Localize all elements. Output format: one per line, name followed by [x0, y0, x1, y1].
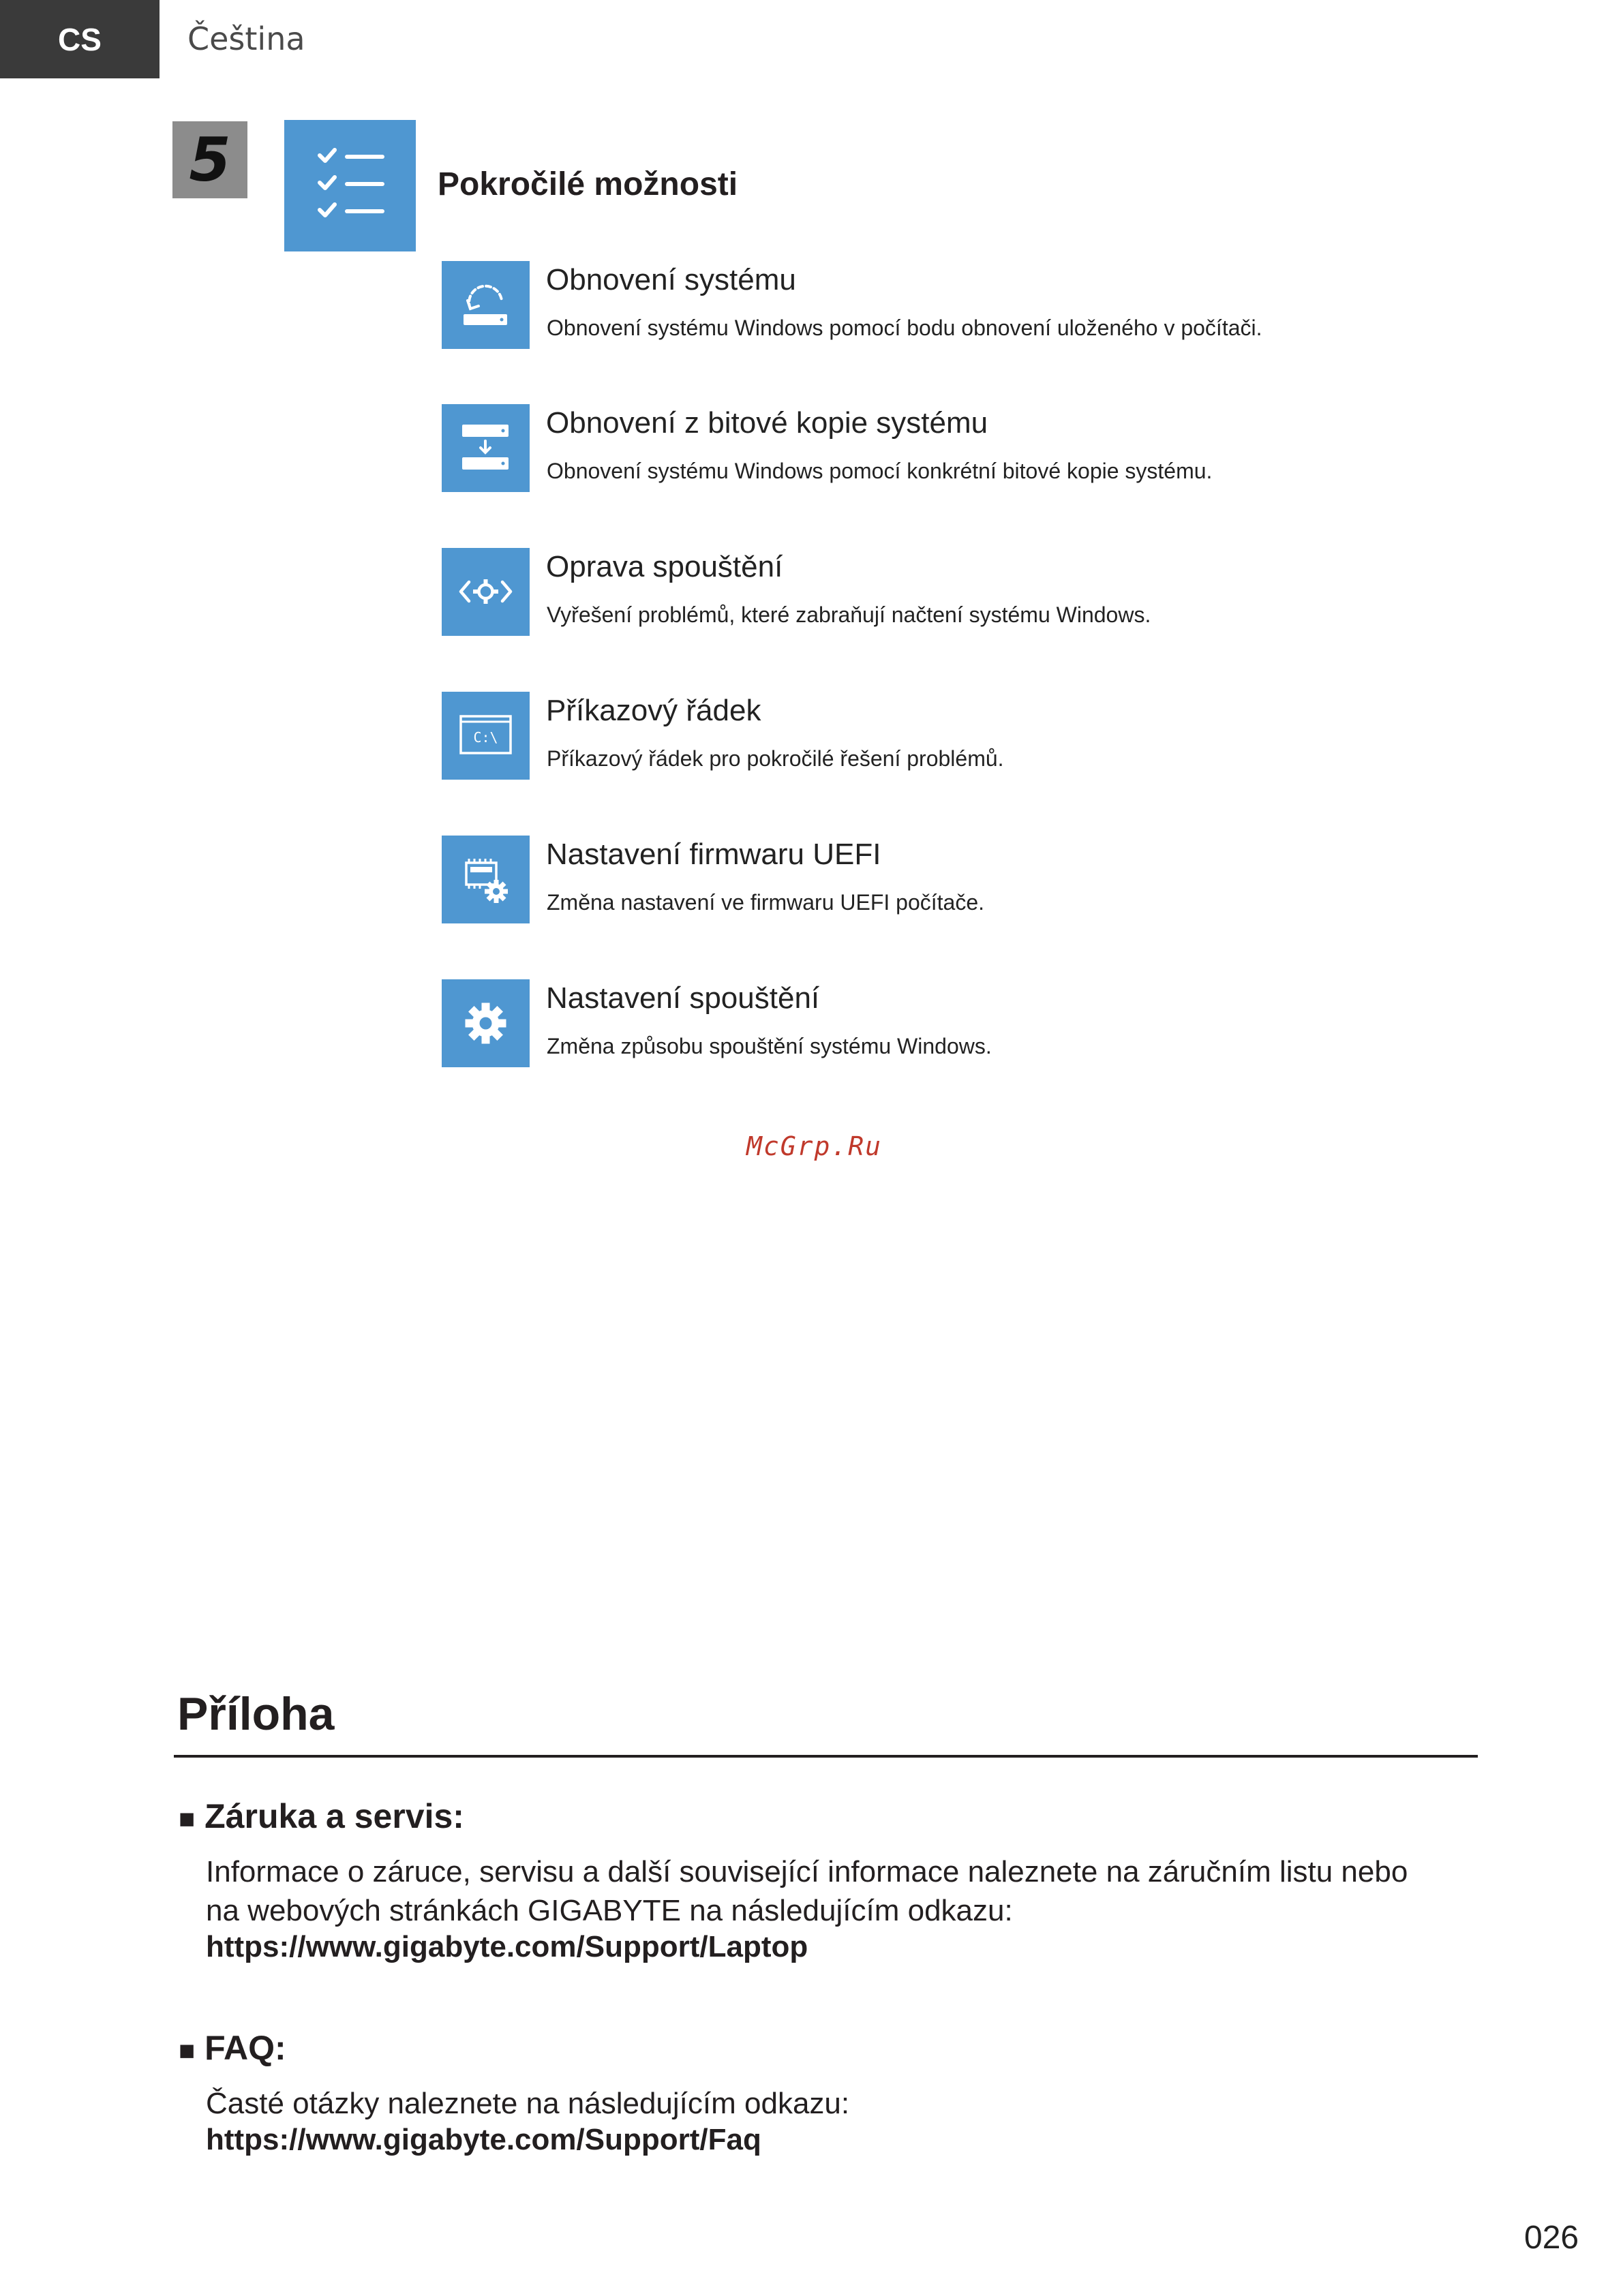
option-title: Obnovení systému [546, 263, 796, 296]
option-command-prompt[interactable] [442, 692, 1601, 784]
option-title: Příkazový řádek [546, 694, 761, 727]
option-uefi-firmware[interactable] [442, 836, 1601, 928]
language-name: Čeština [187, 20, 305, 57]
option-system-restore[interactable] [442, 261, 1601, 353]
option-system-image-recovery[interactable] [442, 404, 1601, 496]
warranty-link[interactable]: https://www.gigabyte.com/Support/Laptop [206, 1930, 808, 1963]
command-prompt-icon [442, 692, 530, 780]
option-title: Oprava spouštění [546, 550, 783, 583]
warranty-text-line-1: Informace o záruce, servisu a další související informace naleznete na záručním listu nebo [206, 1855, 1408, 1888]
system-restore-icon [442, 261, 530, 349]
bullet-icon: ■ [179, 2036, 196, 2066]
option-description: Obnovení systému Windows pomocí bodu obnovení uloženého v počítači. [547, 316, 1262, 340]
uefi-firmware-icon [442, 836, 530, 923]
appendix-title: Příloha [177, 1688, 335, 1740]
faq-heading [179, 2028, 286, 2068]
watermark: McGrp.Ru [746, 1131, 883, 1161]
option-description: Změna způsobu spouštění systému Windows. [547, 1034, 992, 1058]
faq-heading-text: FAQ: [204, 2029, 286, 2067]
option-startup-repair[interactable] [442, 548, 1601, 640]
prompt-glyph: C:\ [473, 729, 498, 746]
system-image-recovery-icon [442, 404, 530, 492]
page-number: 026 [1524, 2220, 1579, 2256]
section-title: Pokročilé možnosti [438, 166, 738, 202]
option-description: Vyřešení problémů, které zabraňují načtení systému Windows. [547, 602, 1151, 627]
startup-repair-icon [442, 548, 530, 636]
option-description: Obnovení systému Windows pomocí konkrétní bitové kopie systému. [547, 459, 1213, 483]
divider [174, 1755, 1478, 1758]
option-title: Nastavení spouštění [546, 981, 820, 1015]
warranty-heading-text: Záruka a servis: [204, 1797, 464, 1835]
bullet-icon: ■ [179, 1804, 196, 1834]
option-title: Nastavení firmwaru UEFI [546, 838, 881, 871]
option-title: Obnovení z bitové kopie systému [546, 406, 988, 440]
checklist-icon [284, 120, 416, 251]
faq-text: Časté otázky naleznete na následujícím odkazu: [206, 2087, 850, 2120]
faq-link[interactable]: https://www.gigabyte.com/Support/Faq [206, 2123, 761, 2156]
language-badge: CS [0, 0, 160, 78]
step-number: 5 [172, 121, 247, 198]
startup-settings-icon [442, 979, 530, 1067]
warranty-text-line-2: na webových stránkách GIGABYTE na následujícím odkazu: [206, 1894, 1013, 1927]
warranty-heading [179, 1796, 464, 1836]
option-startup-settings[interactable] [442, 979, 1601, 1071]
option-description: Příkazový řádek pro pokročilé řešení problémů. [547, 746, 1004, 771]
option-description: Změna nastavení ve firmwaru UEFI počítače. [547, 890, 985, 915]
